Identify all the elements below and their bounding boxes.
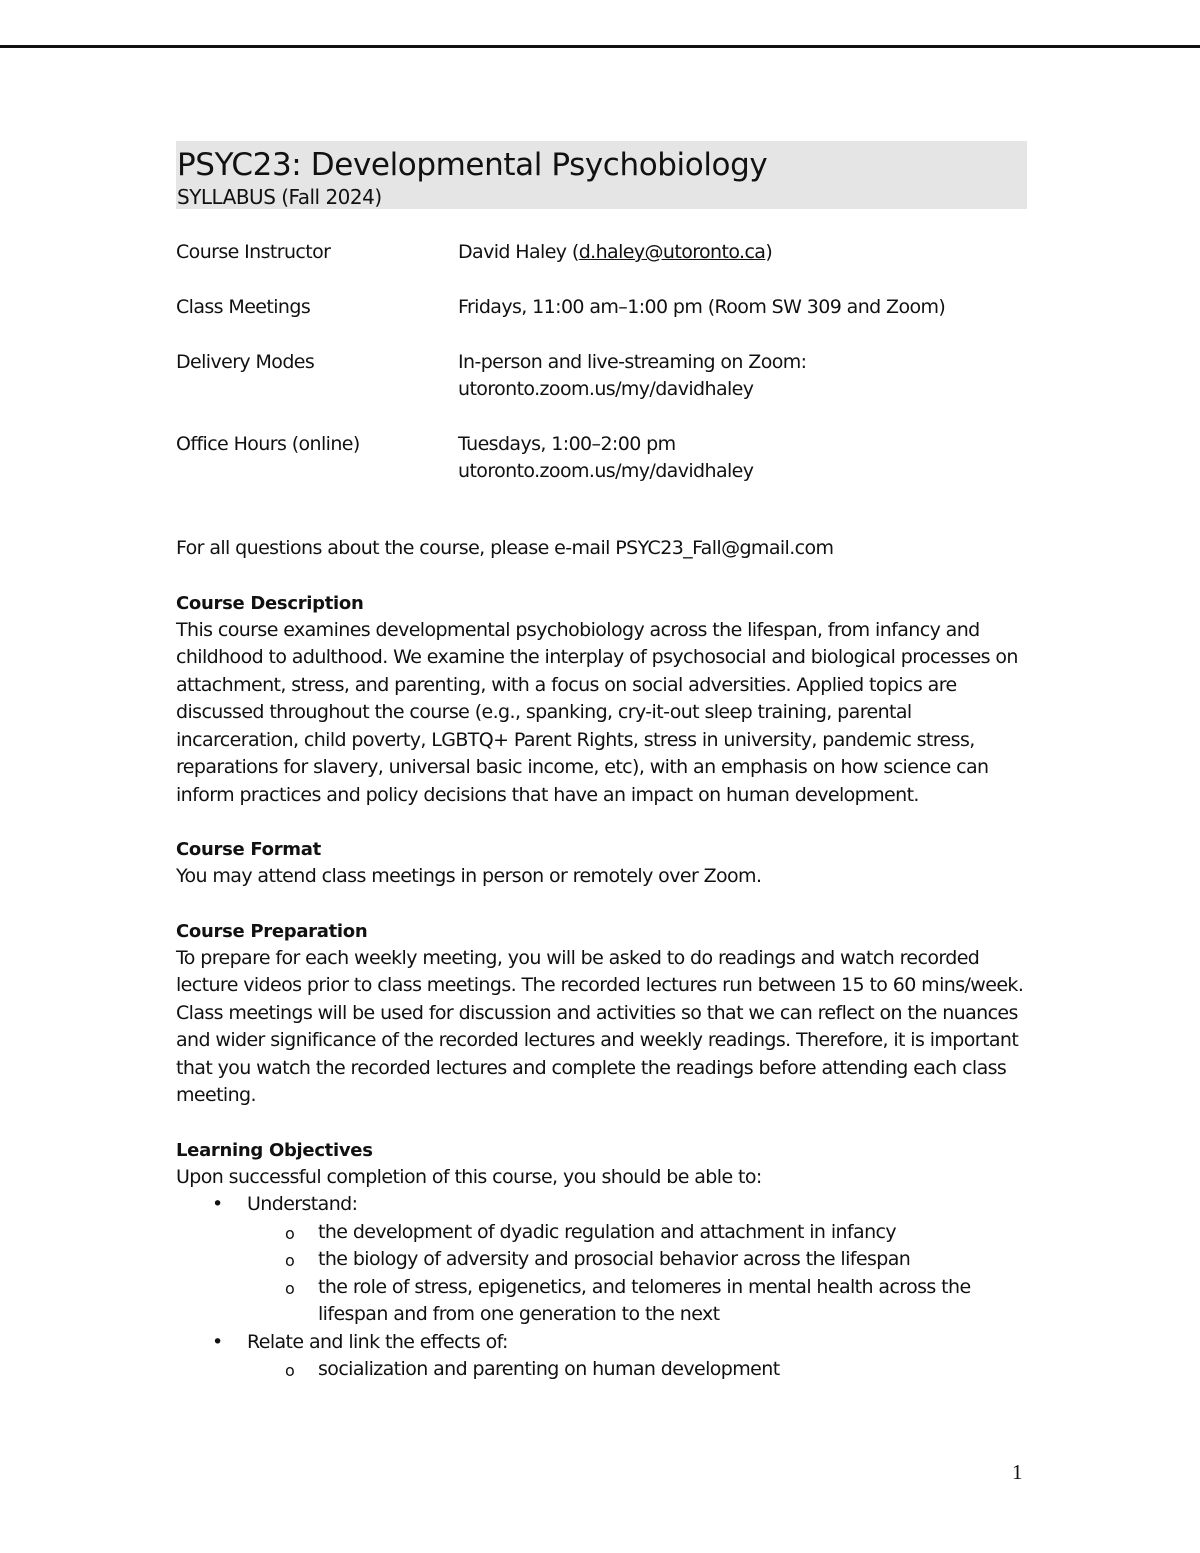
info-value [458,239,1028,266]
info-value: Fridays, 11:00 am–1:00 pm (Room SW 309 and Zoom) [458,296,946,318]
info-row-meetings [176,294,1028,321]
list-item [176,1329,1028,1384]
office-hours-zoom-url: utoronto.zoom.us/my/davidhaley [458,460,754,482]
list-item [247,1356,1028,1384]
list-item [247,1246,1028,1274]
delivery-line: In-person and live-streaming on Zoom: [458,351,807,373]
page-subtitle: SYLLABUS (Fall 2024) [177,185,382,209]
circle-bullet-icon: o [285,1223,295,1243]
circle-bullet-icon: o [285,1361,295,1380]
instructor-name: David Haley ( [458,241,579,263]
page-title: PSYC23: Developmental Psychobiology [177,147,768,183]
info-label: Delivery Modes [176,351,315,373]
info-row-delivery [176,349,1028,403]
info-row-instructor [176,239,1028,266]
info-label: Course Instructor [176,241,331,263]
section-course-preparation [176,918,1028,1110]
section-heading: Course Format [176,839,321,860]
list-item [247,1219,1028,1247]
list-item-text: the role of stress, epigenetics, and telomeres in mental health across the lifespan and from one generation to the next [318,1275,971,1325]
list-item-text: the biology of adversity and prosocial behavior across the lifespan [318,1248,911,1270]
instructor-email-link[interactable]: d.haley@utoronto.ca [578,241,766,263]
section-course-format [176,836,1028,891]
section-body: To prepare for each weekly meeting, you will be asked to do readings and watch recorded lecture videos prior to class meetings. The recorded lectures run between 15 to 60 mins/week. Class meetings will be used for discussion and activities so that we can reflect on the nuances and wider significance of the recorded lectures and weekly readings. Therefore, it is important that you watch the recorded lectures and complete the readings before attending each class meeting. [176,946,1024,1106]
instructor-close: ) [765,241,773,263]
section-body: You may attend class meetings in person or remotely over Zoom. [176,865,762,887]
objectives-list [176,1191,1028,1384]
office-hours-time: Tuesdays, 1:00–2:00 pm [458,433,676,455]
header-rule [0,45,1200,48]
section-heading: Course Preparation [176,920,368,942]
section-course-description [176,590,1028,810]
list-item [247,1274,1028,1329]
section-heading: Course Description [176,592,364,614]
contact-line: For all questions about the course, please e-mail PSYC23_Fall@gmail.com [176,537,834,559]
objectives-intro: Upon successful completion of this course, you should be able to: [176,1165,762,1188]
title-block [176,141,1027,209]
circle-bullet-icon: o [285,1251,295,1270]
section-body: This course examines developmental psychobiology across the lifespan, from infancy and childhood to adulthood. We examine the interplay of psychosocial and biological processes on attachment, stress, and parenting, with a focus on social adversities. Applied topics are discussed throughout the course (e.g., spanking, cry-it-out sleep training, parental incarceration, child poverty, LGBTQ+ Parent Rights, stress in university, pandemic stress, reparations for slavery, universal basic income, etc), with an emphasis on how science can inform practices and policy decisions that have an impact on human development. [176,618,1018,806]
list-item [176,1191,1028,1329]
course-info-table [176,239,1028,485]
info-value [458,431,1028,485]
bullet-icon: • [212,1330,223,1353]
section-heading: Learning Objectives [176,1139,373,1161]
syllabus-page [176,141,1028,1384]
info-value [458,349,1028,403]
sub-list [247,1356,1028,1384]
list-item-label: Relate and link the effects of: [247,1330,508,1353]
list-item-label: Understand: [247,1193,358,1215]
info-label: Class Meetings [176,296,311,318]
info-label: Office Hours (online) [176,433,360,455]
bullet-icon: • [212,1193,223,1215]
info-row-office-hours [176,431,1028,485]
delivery-zoom-url: utoronto.zoom.us/my/davidhaley [458,378,754,400]
circle-bullet-icon: o [285,1278,295,1298]
list-item-text: socialization and parenting on human development [318,1358,780,1380]
sub-list [247,1219,1028,1329]
page-number: 1 [1012,1460,1023,1484]
section-learning-objectives [176,1137,1028,1384]
list-item-text: the development of dyadic regulation and attachment in infancy [318,1220,896,1243]
